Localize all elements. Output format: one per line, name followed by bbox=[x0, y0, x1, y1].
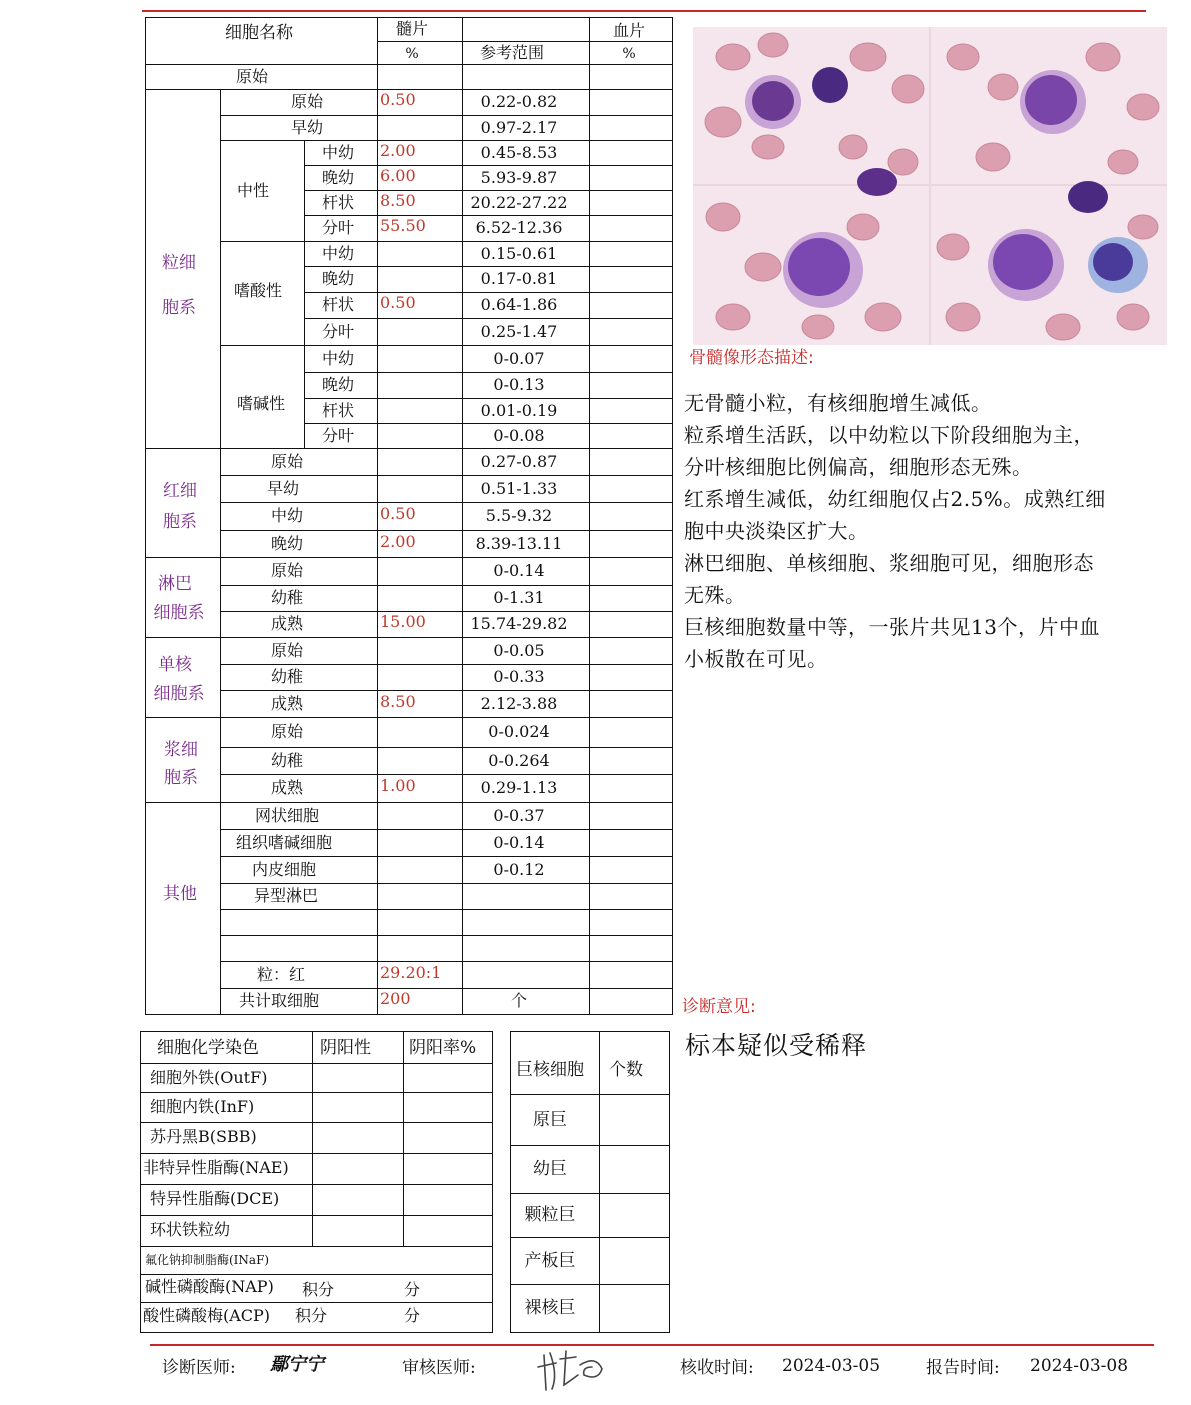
table-row-label: 分叶 bbox=[321, 426, 355, 445]
table-row-line bbox=[220, 690, 673, 691]
table-row-reference: 20.22-27.22 bbox=[470, 193, 568, 212]
diagnosing-doctor-name: 鄢宁宁 bbox=[270, 1354, 324, 1375]
table-border-right bbox=[669, 1031, 670, 1333]
table-row-marrow-value: 29.20:1 bbox=[380, 963, 442, 982]
table-row-reference: 0.22-0.82 bbox=[480, 92, 558, 111]
morphology-line: 红系增生减低，幼红细胞仅占2.5%。成熟红细 bbox=[684, 487, 1106, 511]
table-row-label: 幼稚 bbox=[270, 667, 304, 686]
table-row-reference: 个 bbox=[510, 991, 528, 1010]
table-row-label: 共计取细胞 bbox=[238, 991, 320, 1010]
cytochem-row-label: 苏丹黑B(SBB) bbox=[150, 1127, 257, 1146]
table-row-label: 原始 bbox=[290, 92, 324, 111]
table-row-reference: 0-0.08 bbox=[493, 426, 545, 445]
reviewer-signature-image bbox=[536, 1345, 608, 1397]
table-row-line bbox=[145, 1014, 673, 1015]
table-row-line bbox=[220, 774, 673, 775]
table-row-line bbox=[220, 856, 673, 857]
table-row-label: 内皮细胞 bbox=[251, 860, 317, 879]
cytochem-score-label: 积分 bbox=[302, 1280, 335, 1299]
table-row-reference: 0.97-2.17 bbox=[480, 118, 558, 137]
table-row-reference: 8.39-13.11 bbox=[475, 534, 563, 553]
table-row-line bbox=[220, 115, 673, 116]
header-cell-name: 细胞名称 bbox=[225, 23, 293, 43]
cytochem-row-label: 细胞内铁(InF) bbox=[150, 1097, 255, 1116]
group-mono: 细胞系 bbox=[153, 684, 205, 704]
table-row-label: 分叶 bbox=[321, 218, 355, 237]
table-row-line bbox=[220, 829, 673, 830]
table-row-line bbox=[220, 909, 673, 910]
table-row-label: 原始 bbox=[270, 561, 304, 580]
megakaryocyte-row-label: 颗粒巨 bbox=[524, 1205, 576, 1225]
table-row-line bbox=[220, 530, 673, 531]
table-row-marrow-value: 8.50 bbox=[380, 692, 416, 711]
table-row-label: 中幼 bbox=[321, 143, 355, 162]
table-row-reference: 6.52-12.36 bbox=[475, 218, 563, 237]
group-granulocyte: 粒细 bbox=[162, 253, 196, 273]
table-row-label: 粒：红 bbox=[256, 965, 306, 984]
megakaryocyte-row-label: 产板巨 bbox=[524, 1251, 576, 1271]
report-time-value: 2024-03-08 bbox=[1030, 1356, 1129, 1376]
megakaryocyte-header: 个数 bbox=[609, 1060, 643, 1080]
table-row-reference: 0-1.31 bbox=[493, 588, 545, 607]
table-row-line bbox=[304, 165, 673, 166]
table-row-label: 组织嗜碱细胞 bbox=[235, 833, 333, 852]
table-row-reference: 0-0.12 bbox=[493, 860, 545, 879]
table-row-reference: 5.93-9.87 bbox=[480, 168, 558, 187]
table-divider bbox=[377, 41, 673, 42]
diagnosing-doctor-label: 诊断医师: bbox=[162, 1358, 236, 1378]
table-row-marrow-value: 2.00 bbox=[380, 141, 416, 160]
table-row-label: 中幼 bbox=[321, 349, 355, 368]
table-row-label: 网状细胞 bbox=[254, 806, 320, 825]
table-row-marrow-value: 2.00 bbox=[380, 532, 416, 551]
table-row-line bbox=[220, 585, 673, 586]
table-row-line bbox=[304, 215, 673, 216]
table-row-line bbox=[145, 802, 673, 803]
header-marrow: 髓片 bbox=[395, 19, 429, 38]
table-divider bbox=[462, 17, 463, 1014]
cytochem-header: 细胞化学染色 bbox=[157, 1038, 259, 1058]
table-border-bottom bbox=[140, 1332, 492, 1333]
table-border-bottom bbox=[510, 1332, 669, 1333]
table-row-reference: 0-0.33 bbox=[493, 667, 545, 686]
table-row-line bbox=[510, 1193, 669, 1194]
table-border-top bbox=[140, 1031, 492, 1032]
group-eosinophil: 嗜酸性 bbox=[233, 281, 283, 300]
table-row-line bbox=[220, 935, 673, 936]
table-row-line bbox=[145, 64, 673, 65]
morphology-line: 巨核细胞数量中等，一张片共见13个，片中血 bbox=[684, 615, 1100, 639]
table-row-line bbox=[220, 475, 673, 476]
table-row-reference: 2.12-3.88 bbox=[480, 694, 558, 713]
group-mono: 单核 bbox=[158, 655, 192, 675]
table-row-line bbox=[220, 988, 673, 989]
table-row-reference: 0.45-8.53 bbox=[480, 143, 558, 162]
cytochem-unit-label: 分 bbox=[404, 1280, 421, 1299]
table-row-marrow-value: 15.00 bbox=[380, 612, 426, 631]
table-row-line bbox=[140, 1092, 492, 1093]
cytochem-row-label: 非特异性脂酶(NAE) bbox=[143, 1158, 289, 1177]
table-row-label: 幼稚 bbox=[270, 588, 304, 607]
header-reference: 参考范围 bbox=[479, 43, 545, 62]
receive-time-label: 核收时间: bbox=[680, 1358, 754, 1378]
table-row-label: 晚幼 bbox=[321, 269, 355, 288]
table-row-line bbox=[140, 1246, 492, 1247]
table-row-label: 幼稚 bbox=[270, 751, 304, 770]
table-row-line bbox=[140, 1302, 492, 1303]
table-row-line bbox=[140, 1122, 492, 1123]
morphology-title: 骨髓像形态描述: bbox=[689, 348, 814, 368]
table-row-label: 中幼 bbox=[321, 244, 355, 263]
group-erythroid: 胞系 bbox=[163, 512, 197, 532]
morphology-line: 无殊。 bbox=[684, 583, 746, 607]
table-divider bbox=[304, 140, 305, 448]
table-row-reference: 0-0.07 bbox=[493, 349, 545, 368]
table-row-reference: 0-0.14 bbox=[493, 561, 545, 580]
group-plasma: 浆细 bbox=[164, 740, 198, 760]
report-time-label: 报告时间: bbox=[926, 1358, 1000, 1378]
table-row-label: 晚幼 bbox=[321, 168, 355, 187]
megakaryocyte-header: 巨核细胞 bbox=[516, 1060, 584, 1080]
table-row-label: 中幼 bbox=[270, 506, 304, 525]
table-row-line bbox=[304, 266, 673, 267]
table-row-marrow-value: 1.00 bbox=[380, 776, 416, 795]
table-row-marrow-value: 6.00 bbox=[380, 166, 416, 185]
table-row-label: 原始 bbox=[270, 452, 304, 471]
table-row-label: 杆状 bbox=[321, 193, 355, 212]
table-row-line bbox=[220, 961, 673, 962]
header-blood: 血片 bbox=[612, 21, 646, 40]
table-row-line bbox=[510, 1145, 669, 1146]
table-row-line bbox=[304, 318, 673, 319]
header-percent: % bbox=[405, 46, 419, 62]
table-border-top bbox=[510, 1031, 669, 1032]
morphology-line: 胞中央淡染区扩大。 bbox=[684, 519, 869, 543]
bottom-red-rule bbox=[150, 1344, 1154, 1346]
table-row-label: 早幼 bbox=[290, 118, 324, 137]
table-row-label: 原始 bbox=[235, 67, 269, 86]
table-row-line bbox=[220, 664, 673, 665]
table-row-reference: 0.01-0.19 bbox=[480, 401, 558, 420]
header-blood-percent: % bbox=[622, 46, 636, 62]
table-row-reference: 0.64-1.86 bbox=[480, 295, 558, 314]
table-row-reference: 5.5-9.32 bbox=[485, 506, 553, 525]
table-border-right bbox=[492, 1031, 493, 1333]
table-row-line bbox=[220, 611, 673, 612]
table-border-top bbox=[145, 17, 673, 18]
table-divider bbox=[599, 1031, 600, 1333]
diagnosis-title: 诊断意见: bbox=[682, 997, 756, 1017]
cytochem-score-label: 积分 bbox=[295, 1306, 328, 1325]
group-granulocyte: 胞系 bbox=[162, 298, 196, 318]
receive-time-value: 2024-03-05 bbox=[782, 1356, 881, 1376]
table-row-line bbox=[304, 372, 673, 373]
table-row-reference: 0-0.05 bbox=[493, 641, 545, 660]
table-row-reference: 0-0.37 bbox=[493, 806, 545, 825]
table-row-line bbox=[140, 1274, 492, 1275]
table-row-line bbox=[304, 423, 673, 424]
table-row-line bbox=[510, 1237, 669, 1238]
table-row-marrow-value: 0.50 bbox=[380, 293, 416, 312]
table-row-marrow-value: 8.50 bbox=[380, 191, 416, 210]
group-lymph: 细胞系 bbox=[153, 603, 205, 623]
table-row-line bbox=[510, 1094, 669, 1095]
top-red-rule bbox=[142, 10, 1146, 12]
table-row-marrow-value: 0.50 bbox=[380, 90, 416, 109]
table-row-reference: 0-0.13 bbox=[493, 375, 545, 394]
table-row-reference: 0-0.14 bbox=[493, 833, 545, 852]
microscopy-image bbox=[693, 27, 1167, 345]
table-divider bbox=[589, 17, 590, 1014]
table-row-line bbox=[304, 190, 673, 191]
table-row-label: 晚幼 bbox=[321, 375, 355, 394]
reviewing-doctor-label: 审核医师: bbox=[402, 1358, 476, 1378]
table-border-left bbox=[510, 1031, 511, 1333]
table-row-label: 杆状 bbox=[321, 295, 355, 314]
bone-marrow-microscopy-image bbox=[693, 27, 1167, 345]
morphology-line: 无骨髓小粒，有核细胞增生减低。 bbox=[684, 391, 992, 415]
table-row-label: 成熟 bbox=[270, 778, 304, 797]
cytochem-inaf-label: 氟化钠抑制脂酶(INaF) bbox=[145, 1253, 270, 1267]
table-row-reference: 0-0.024 bbox=[488, 722, 550, 741]
group-neutrophil: 中性 bbox=[236, 181, 270, 200]
table-border-left bbox=[145, 17, 146, 1014]
table-row-line bbox=[145, 557, 673, 558]
cytochem-header: 阴阳性 bbox=[320, 1038, 371, 1058]
group-erythroid: 红细 bbox=[163, 481, 197, 501]
table-row-line bbox=[220, 345, 673, 346]
table-row-marrow-value: 0.50 bbox=[380, 504, 416, 523]
table-row-line bbox=[145, 637, 673, 638]
group-lymph: 淋巴 bbox=[158, 574, 192, 594]
table-row-line bbox=[220, 883, 673, 884]
cytochem-unit-label: 分 bbox=[404, 1306, 421, 1325]
table-row-line bbox=[304, 292, 673, 293]
table-row-label: 杆状 bbox=[321, 401, 355, 420]
table-row-line bbox=[140, 1063, 492, 1064]
morphology-description bbox=[684, 387, 1184, 675]
diagnosis-text: 标本疑似受稀释 bbox=[685, 1031, 868, 1060]
table-divider bbox=[377, 17, 378, 1014]
megakaryocyte-row-label: 原巨 bbox=[533, 1110, 567, 1130]
group-plasma: 胞系 bbox=[164, 768, 198, 788]
table-row-reference: 15.74-29.82 bbox=[470, 614, 568, 633]
table-row-label: 分叶 bbox=[321, 322, 355, 341]
table-row-label: 早幼 bbox=[266, 479, 300, 498]
group-other: 其他 bbox=[163, 884, 197, 904]
table-row-reference: 0.25-1.47 bbox=[480, 322, 558, 341]
table-row-label: 晚幼 bbox=[270, 534, 304, 553]
morphology-line: 分叶核细胞比例偏高，细胞形态无殊。 bbox=[684, 455, 1033, 479]
table-row-reference: 0-0.264 bbox=[488, 751, 550, 770]
table-row-line bbox=[220, 747, 673, 748]
table-row-marrow-value: 200 bbox=[380, 989, 411, 1008]
cytochem-nap-label: 碱性磷酸酶(NAP) bbox=[145, 1277, 274, 1296]
table-row-line bbox=[145, 717, 673, 718]
cytochem-acp-label: 酸性磷酸梅(ACP) bbox=[143, 1306, 271, 1325]
table-row-label: 原始 bbox=[270, 722, 304, 741]
table-row-line bbox=[140, 1215, 492, 1216]
table-row-marrow-value: 55.50 bbox=[380, 216, 426, 235]
table-row-reference: 0.15-0.61 bbox=[480, 244, 558, 263]
table-row-line bbox=[510, 1284, 669, 1285]
table-row-reference: 0.17-0.81 bbox=[480, 269, 558, 288]
megakaryocyte-row-label: 裸核巨 bbox=[524, 1298, 576, 1318]
group-basophil: 嗜碱性 bbox=[236, 394, 286, 413]
table-row-label: 异型淋巴 bbox=[253, 886, 319, 905]
table-row-line bbox=[220, 502, 673, 503]
morphology-line: 淋巴细胞、单核细胞、浆细胞可见，细胞形态 bbox=[684, 551, 1094, 575]
table-border-right bbox=[672, 17, 673, 1014]
table-row-line bbox=[140, 1184, 492, 1185]
table-row-label: 成熟 bbox=[270, 614, 304, 633]
table-row-line bbox=[220, 241, 673, 242]
table-row-reference: 0.29-1.13 bbox=[480, 778, 558, 797]
table-row-line bbox=[220, 140, 673, 141]
table-row-label: 原始 bbox=[270, 641, 304, 660]
morphology-line: 小板散在可见。 bbox=[684, 647, 828, 671]
table-border-left bbox=[140, 1031, 141, 1333]
cytochem-row-label: 环状铁粒幼 bbox=[150, 1220, 231, 1239]
morphology-line: 粒系增生活跃，以中幼粒以下阶段细胞为主， bbox=[684, 423, 1094, 447]
cytochem-row-label: 细胞外铁(OutF) bbox=[150, 1068, 268, 1087]
table-row-line bbox=[145, 448, 673, 449]
table-divider bbox=[220, 89, 221, 1014]
megakaryocyte-row-label: 幼巨 bbox=[533, 1159, 567, 1179]
table-row-reference: 0.27-0.87 bbox=[480, 452, 558, 471]
table-row-line bbox=[304, 398, 673, 399]
table-row-label: 成熟 bbox=[270, 694, 304, 713]
cytochem-row-label: 特异性脂酶(DCE) bbox=[150, 1189, 280, 1208]
cytochem-header: 阴阳率% bbox=[409, 1038, 477, 1058]
table-row-line bbox=[140, 1153, 492, 1154]
table-row-reference: 0.51-1.33 bbox=[480, 479, 558, 498]
